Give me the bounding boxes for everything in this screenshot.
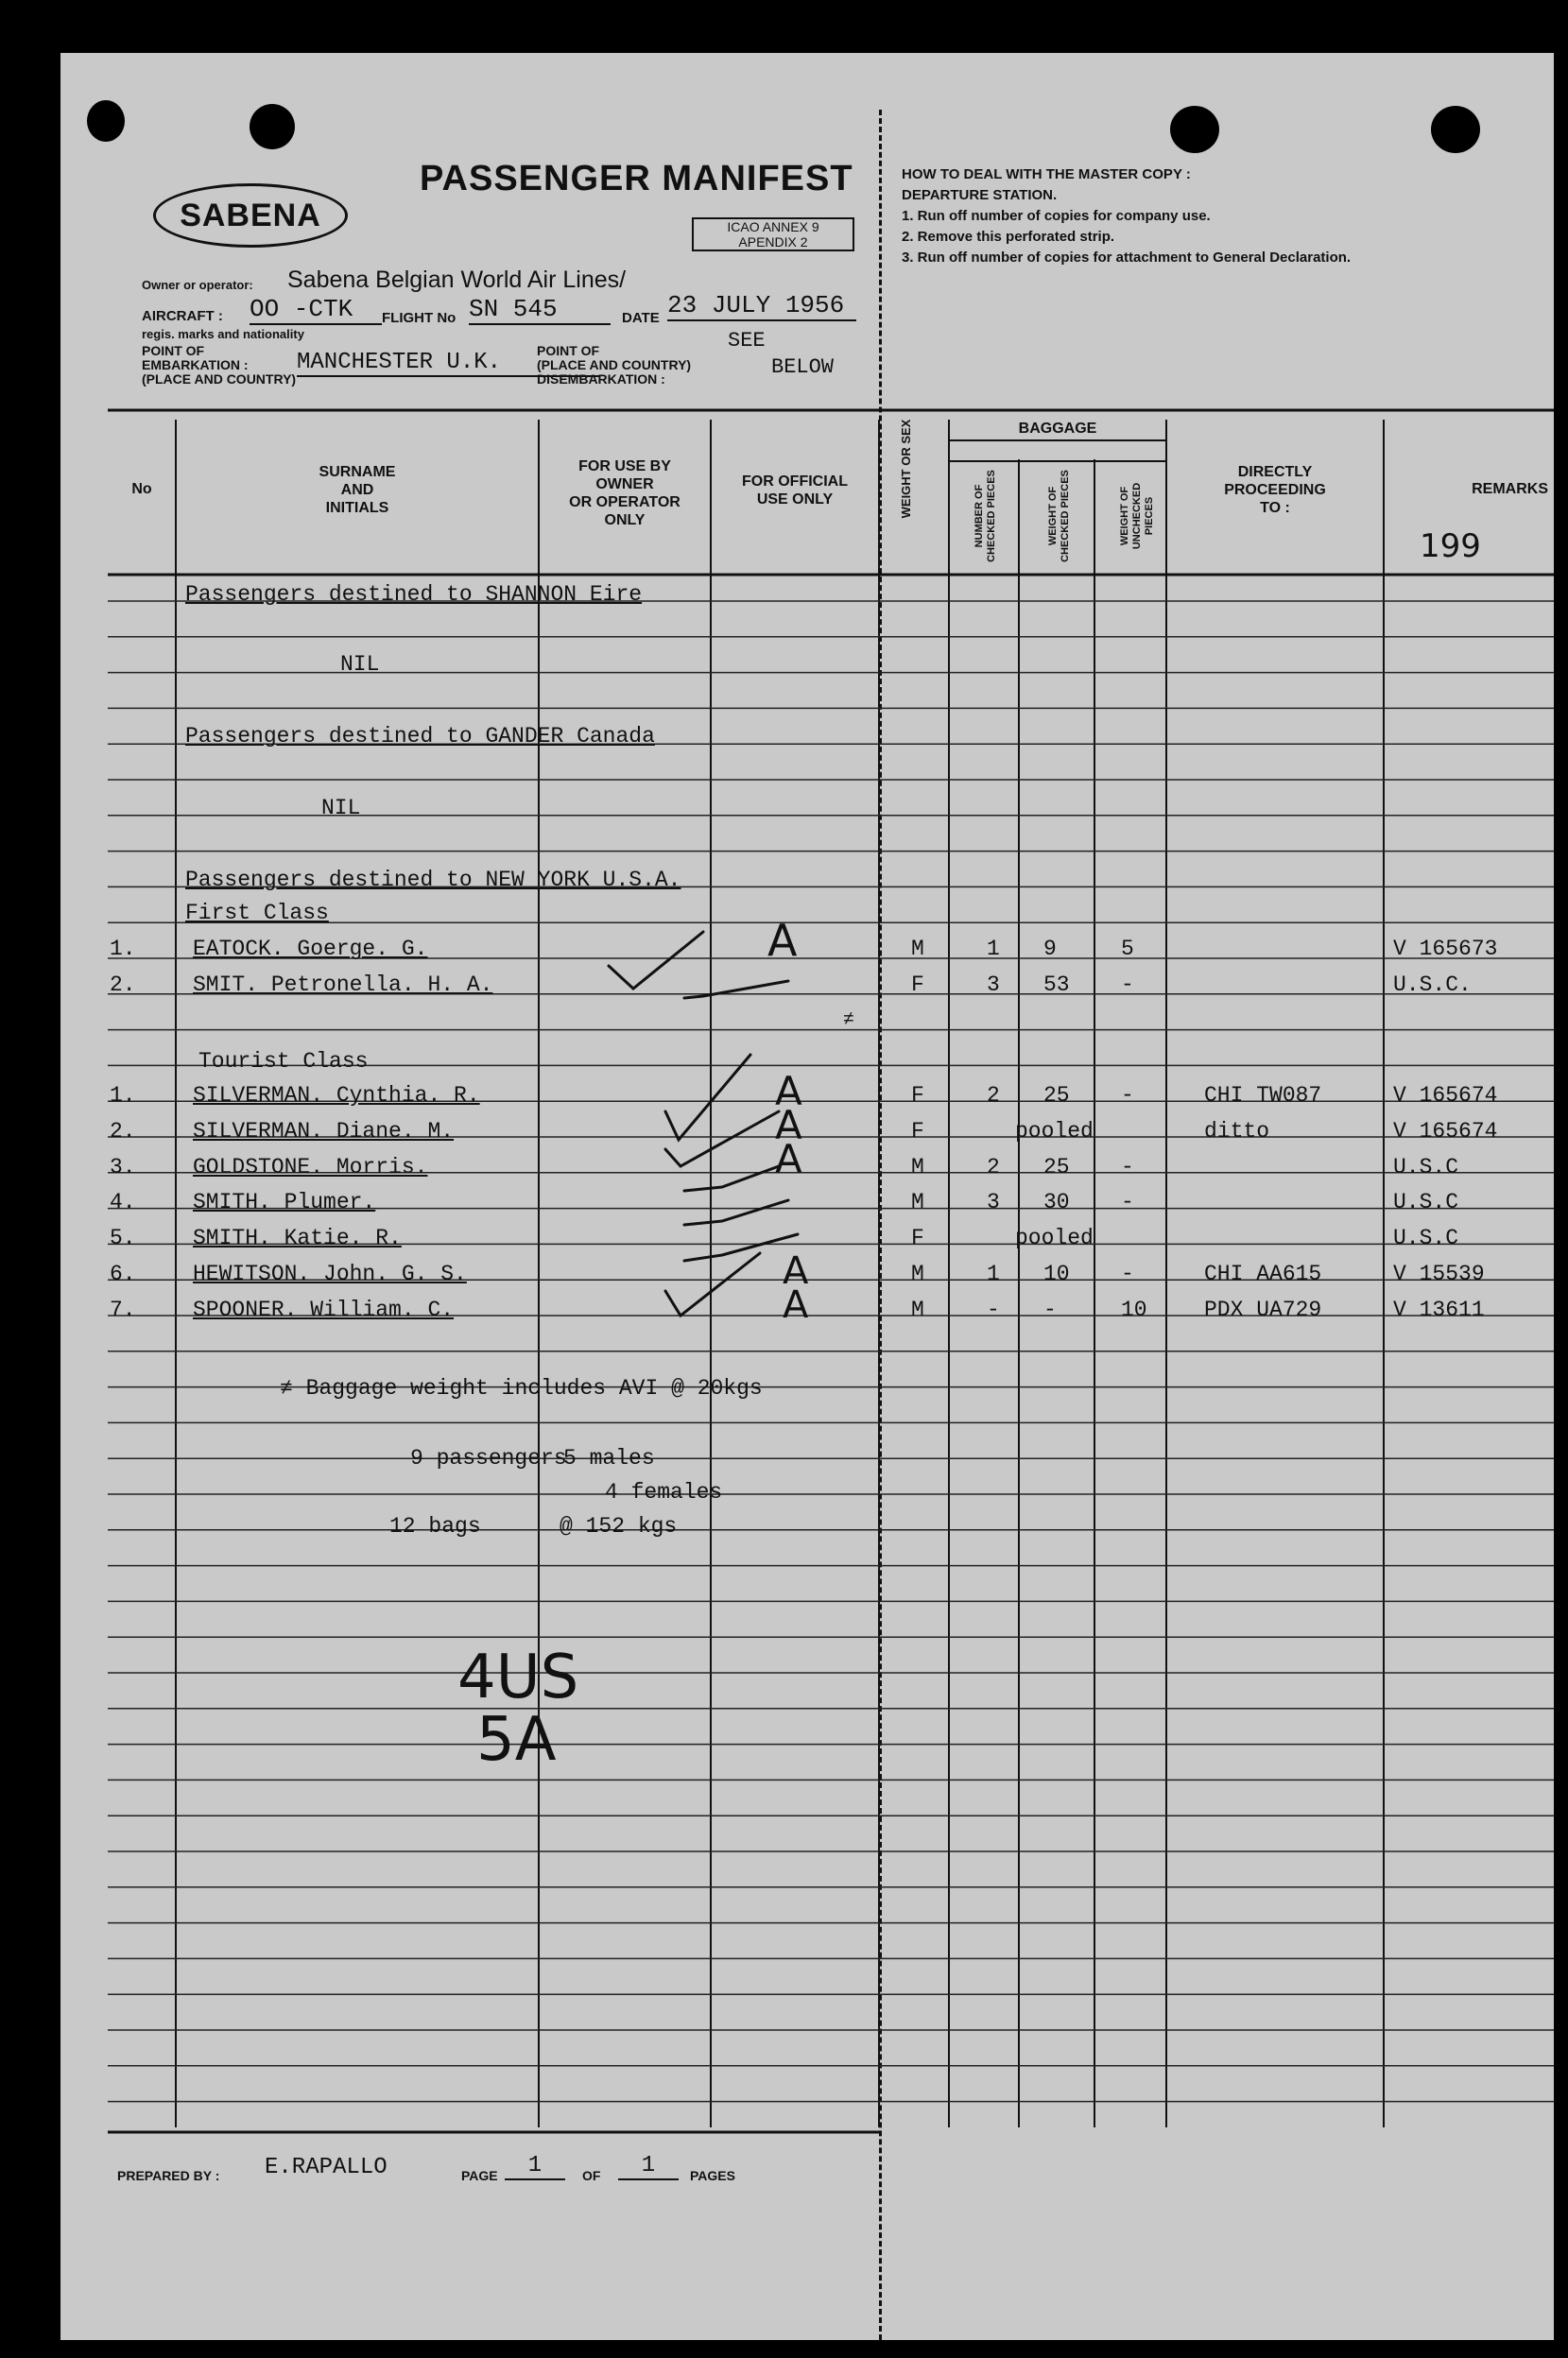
passenger-sex: F <box>911 1226 924 1251</box>
summary-females: 4 females <box>605 1480 723 1505</box>
unchecked-weight: 10 <box>1121 1297 1147 1322</box>
col-weight-checked: WEIGHT OF CHECKED PIECES <box>1047 470 1071 562</box>
page-stamp-number: 199 <box>1420 527 1481 565</box>
passenger-sex: M <box>911 1297 924 1322</box>
passenger-no: 6. <box>110 1262 136 1286</box>
remarks: U.S.C <box>1393 1154 1459 1179</box>
checked-pieces: 3 <box>987 972 1000 997</box>
embarkation-value: MANCHESTER U.K. <box>297 350 599 377</box>
disembarkation-label: POINT OF (PLACE AND COUNTRY) DISEMBARKATION : <box>537 343 692 387</box>
summary-males: 5 males <box>563 1446 655 1471</box>
handwritten-a: A <box>783 1283 809 1327</box>
col-no: No <box>131 481 152 497</box>
nil-shannon: NIL <box>340 652 380 677</box>
summary-passengers: 9 passengers <box>410 1446 567 1471</box>
col-remarks: REMARKS <box>1472 481 1548 497</box>
summary-kgs: @ 152 kgs <box>560 1514 678 1539</box>
handwritten-a: A <box>775 1102 802 1148</box>
passenger-name: SMIT. Petronella. H. A. <box>193 972 493 997</box>
regis-label: regis. marks and nationality <box>142 327 304 341</box>
remarks: V 165673 <box>1393 937 1498 961</box>
checked-weight: 25 <box>1043 1083 1070 1108</box>
disembarkation-value-see: SEE <box>728 329 766 353</box>
passenger-no: 1. <box>110 937 136 961</box>
proceeding-to: CHI TW087 <box>1204 1083 1322 1108</box>
date-label: DATE <box>622 310 660 326</box>
passenger-no: 2. <box>110 972 136 997</box>
checked-weight: 10 <box>1043 1262 1070 1286</box>
unchecked-weight: 5 <box>1121 937 1134 961</box>
checked-pieces: 1 <box>987 937 1000 961</box>
unchecked-weight: - <box>1121 1154 1134 1179</box>
passenger-no: 1. <box>110 1083 136 1108</box>
col-baggage: BAGGAGE <box>1018 421 1097 437</box>
passenger-no: 4. <box>110 1190 136 1215</box>
flight-label: FLIGHT No <box>382 310 457 326</box>
tourist-class-heading: Tourist Class <box>198 1049 369 1074</box>
handwritten-a: A <box>775 1136 802 1182</box>
passenger-sex: F <box>911 1083 924 1108</box>
checked-weight: 30 <box>1043 1190 1070 1215</box>
passenger-sex: M <box>911 937 924 961</box>
remarks: V 15539 <box>1393 1262 1485 1286</box>
prepared-by-label: PREPARED BY : <box>117 2168 220 2183</box>
page-label: PAGE <box>461 2168 498 2183</box>
handwritten-note-5a: 5A <box>476 1705 557 1775</box>
passenger-sex: M <box>911 1154 924 1179</box>
remarks: V 165674 <box>1393 1118 1498 1144</box>
checked-weight: 9 <box>1043 937 1057 961</box>
proceeding-to: ditto <box>1204 1118 1270 1144</box>
passenger-name: EATOCK. Goerge. G. <box>193 937 428 961</box>
handwritten-a: A <box>767 915 798 966</box>
passenger-sex: F <box>911 1118 924 1144</box>
checked-pieces: 3 <box>987 1190 1000 1215</box>
proceeding-to: CHI AA615 <box>1204 1262 1322 1286</box>
checked-weight: 25 <box>1043 1154 1070 1179</box>
prepared-by-value: E.RAPALLO <box>265 2155 388 2180</box>
checked-pieces: - <box>987 1297 1000 1322</box>
embarkation-label: POINT OF EMBARKATION : (PLACE AND COUNTRY) <box>142 343 297 387</box>
checked-weight: - <box>1043 1297 1057 1322</box>
passenger-sex: M <box>911 1190 924 1215</box>
remarks: U.S.C <box>1393 1226 1459 1251</box>
handwritten-note-4us: 4US <box>457 1643 579 1713</box>
page-value: 1 <box>505 2153 565 2180</box>
unchecked-weight: - <box>1121 1083 1134 1108</box>
of-label: OF <box>582 2168 601 2183</box>
col-surname: SURNAME AND INITIALS <box>319 464 396 516</box>
passenger-no: 7. <box>110 1297 136 1322</box>
avi-mark: ≠ <box>280 1376 293 1401</box>
proceeding-to: PDX UA729 <box>1204 1297 1322 1322</box>
avi-note: Baggage weight includes AVI @ 20kgs <box>305 1376 763 1401</box>
section-gander: Passengers destined to GANDER Canada <box>185 724 655 749</box>
col-num-checked: NUMBER OF CHECKED PIECES <box>974 470 997 562</box>
col-owner-use: FOR USE BY OWNER OR OPERATOR ONLY <box>569 458 681 528</box>
first-class-heading: First Class <box>185 901 329 925</box>
summary-bags: 12 bags <box>389 1514 481 1539</box>
flight-value: SN 545 <box>469 295 611 325</box>
remarks: U.S.C. <box>1393 972 1472 997</box>
section-shannon: Passengers destined to SHANNON Eire <box>185 582 643 607</box>
checked-pieces: pooled <box>1015 1226 1094 1251</box>
remarks: U.S.C <box>1393 1190 1459 1215</box>
passenger-sex: F <box>911 972 924 997</box>
of-value: 1 <box>618 2153 679 2180</box>
instructions-block: HOW TO DEAL WITH THE MASTER COPY : DEPARTURE STATION. 1. Run off number of copies for company use. 2. Remove this perforated strip. 3. Run off number of copies for attachment to General Declaration. <box>902 166 1352 266</box>
passenger-name: SMITH. Katie. R. <box>193 1226 402 1251</box>
passenger-name: SILVERMAN. Diane. M. <box>193 1118 455 1144</box>
passenger-no: 2. <box>110 1118 136 1144</box>
passenger-name: SMITH. Plumer. <box>193 1190 376 1215</box>
passenger-sex: M <box>911 1262 924 1286</box>
remarks: V 165674 <box>1393 1083 1498 1108</box>
handwritten-a: A <box>775 1068 802 1114</box>
remarks: V 13611 <box>1393 1297 1485 1322</box>
passenger-no: 3. <box>110 1154 136 1179</box>
passenger-name: GOLDSTONE. Morris. <box>193 1154 428 1179</box>
sabena-logo: SABENA <box>153 183 348 248</box>
unchecked-weight: - <box>1121 1190 1134 1215</box>
section-newyork: Passengers destined to NEW YORK U.S.A. <box>185 868 681 892</box>
disembarkation-value-below: BELOW <box>771 355 835 379</box>
checked-weight: 53 <box>1043 972 1070 997</box>
manifest-sheet <box>60 53 1554 2340</box>
checked-pieces: 1 <box>987 1262 1000 1286</box>
icao-reference: ICAO ANNEX 9 APENDIX 2 <box>692 217 854 251</box>
checked-pieces: 2 <box>987 1083 1000 1108</box>
aircraft-value: OO -CTK <box>250 295 382 325</box>
unchecked-weight: - <box>1121 1262 1134 1286</box>
aircraft-label: AIRCRAFT : <box>142 308 223 324</box>
owner-value: Sabena Belgian World Air Lines/ <box>287 267 627 293</box>
nil-gander: NIL <box>321 796 361 820</box>
col-weight-sex: WEIGHT OR SEX <box>899 419 913 519</box>
date-value: 23 JULY 1956 <box>667 291 856 321</box>
passenger-name: HEWITSON. John. G. S. <box>193 1262 467 1286</box>
passenger-name: SILVERMAN. Cynthia. R. <box>193 1083 480 1108</box>
passenger-no: 5. <box>110 1226 136 1251</box>
smit-mark: ≠ <box>843 1009 855 1031</box>
checked-pieces: pooled <box>1015 1118 1094 1144</box>
pages-label: PAGES <box>690 2168 735 2183</box>
col-weight-unchecked: WEIGHT OF UNCHECKED PIECES <box>1119 482 1155 550</box>
passenger-name: SPOONER. William. C. <box>193 1297 455 1322</box>
col-official-use: FOR OFFICIAL USE ONLY <box>742 473 848 508</box>
col-proceeding: DIRECTLY PROCEEDING TO : <box>1224 464 1326 516</box>
owner-label: Owner or operator: <box>142 278 253 292</box>
handwritten-checkmarks <box>60 53 1554 2340</box>
checked-pieces: 2 <box>987 1154 1000 1179</box>
page-title: PASSENGER MANIFEST <box>420 159 853 198</box>
unchecked-weight: - <box>1121 972 1134 997</box>
handwritten-a: A <box>783 1249 809 1293</box>
